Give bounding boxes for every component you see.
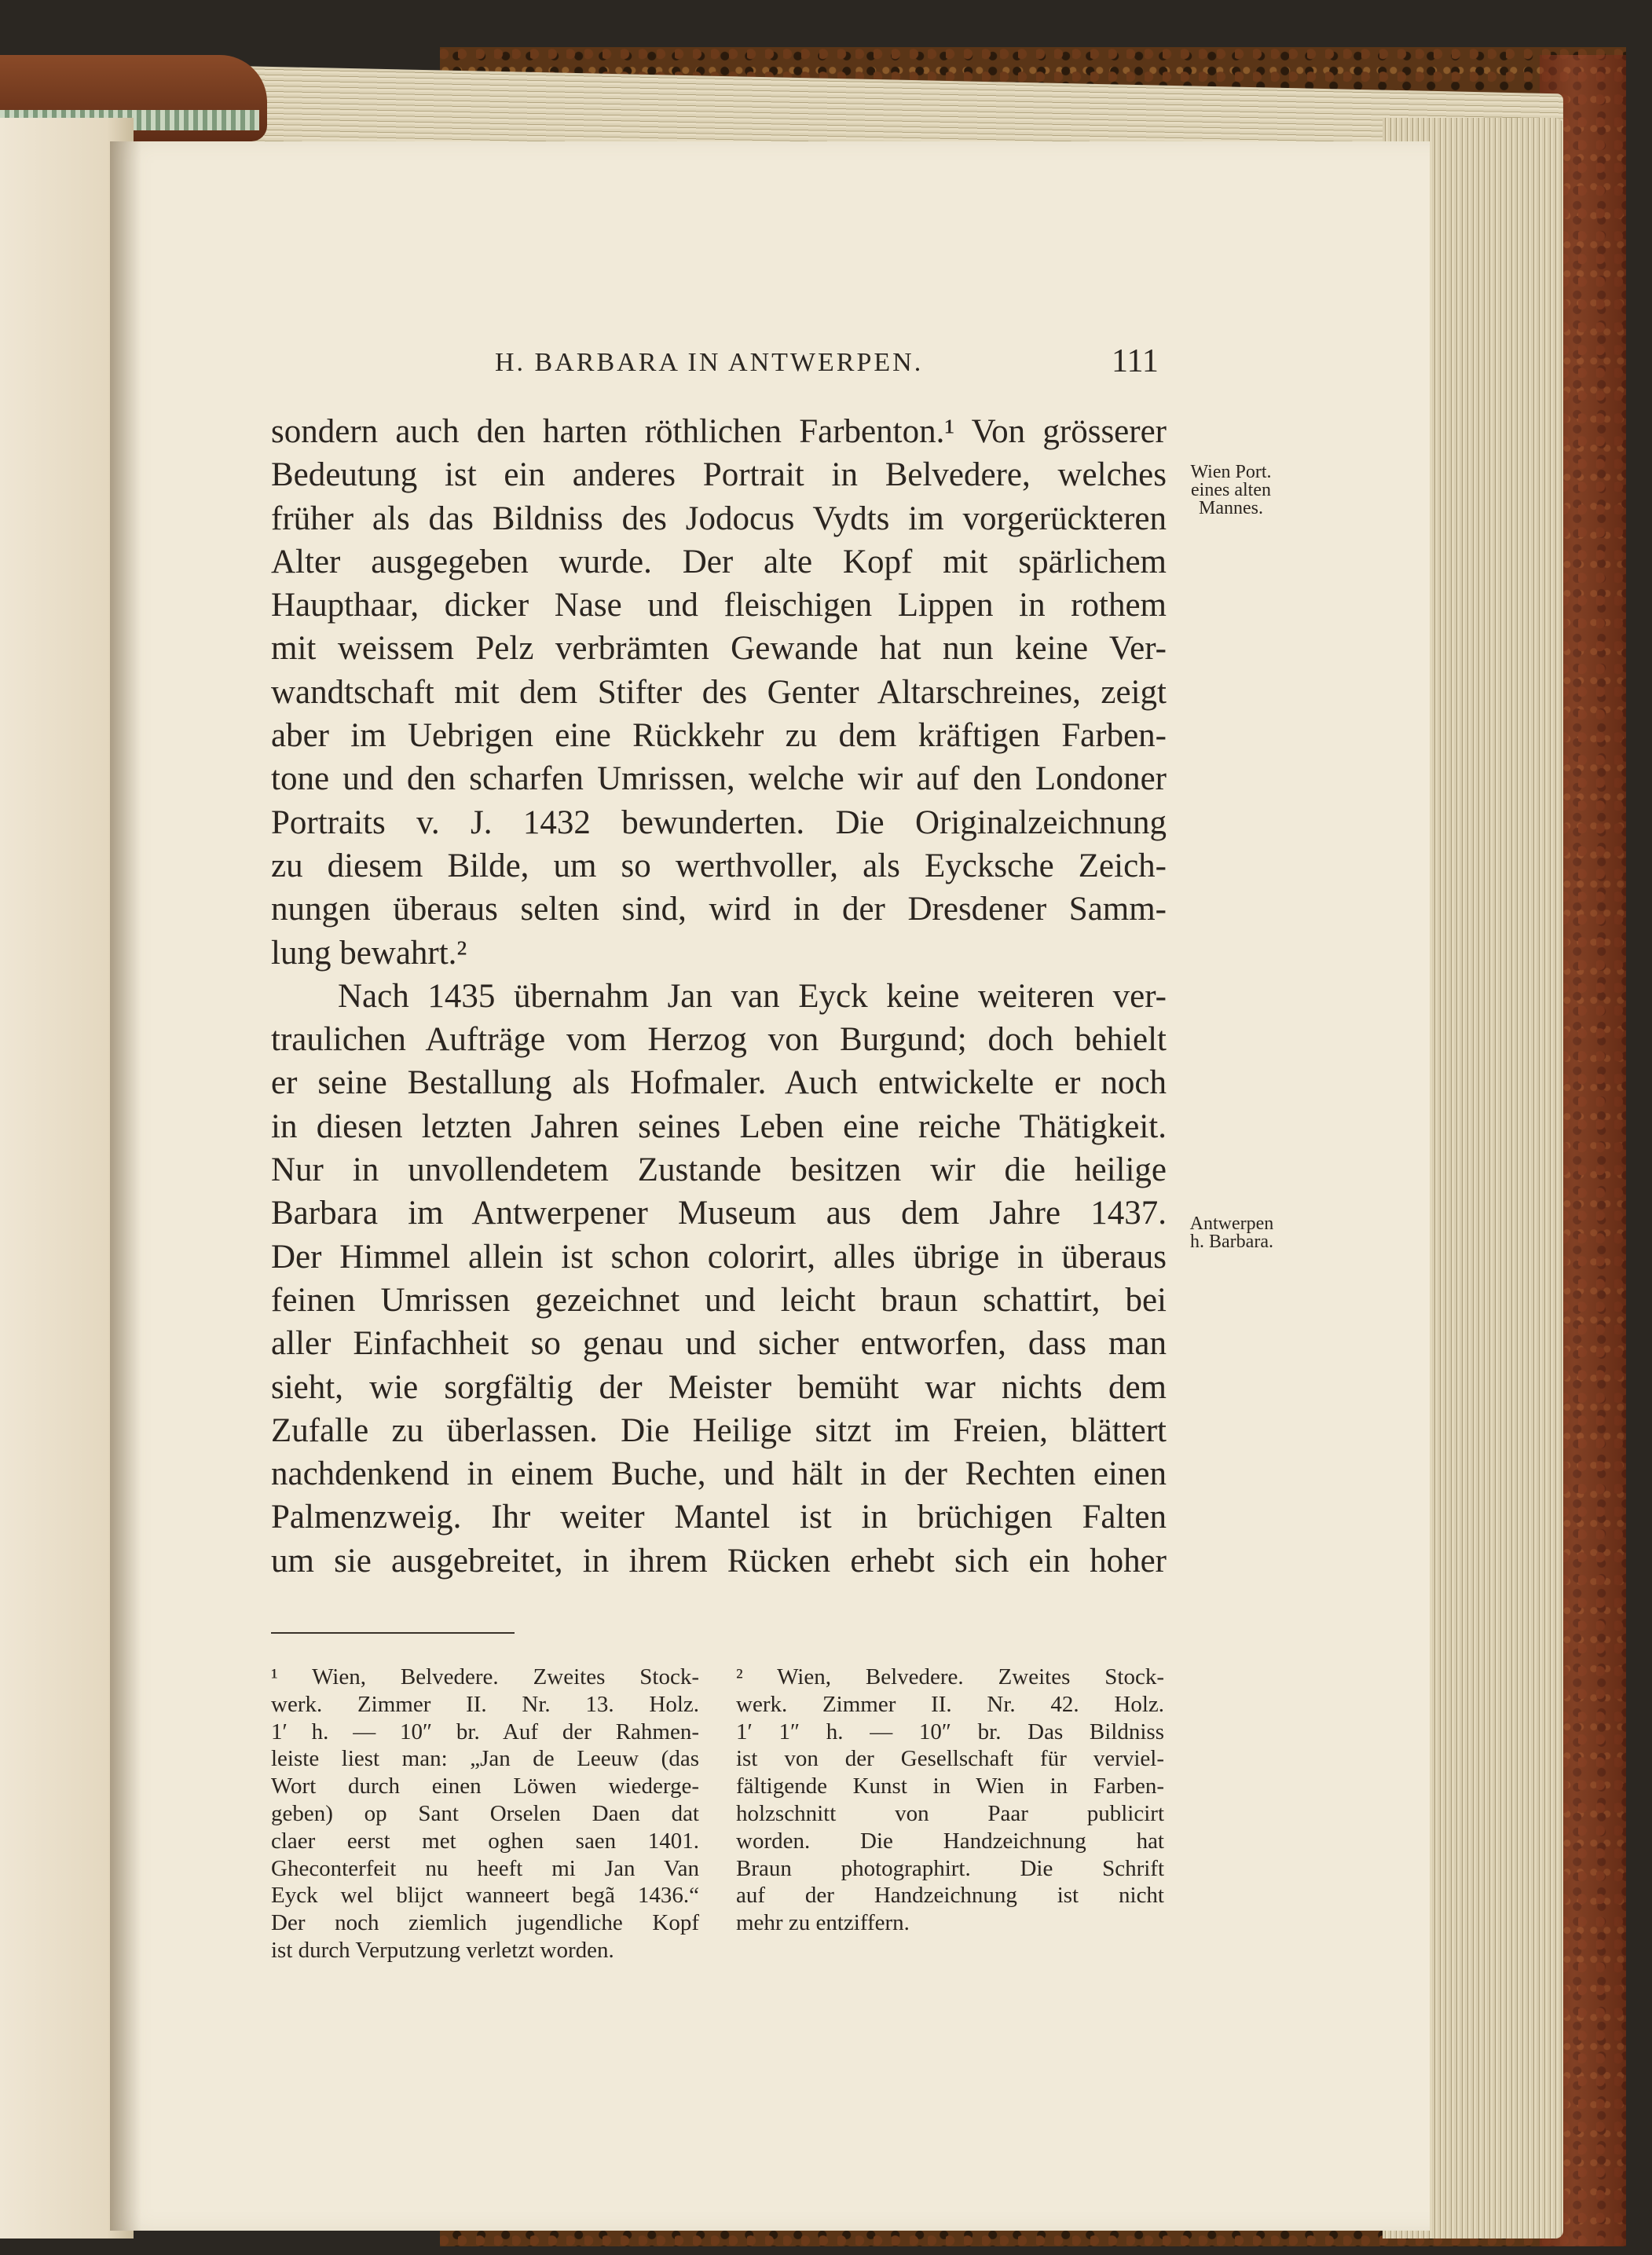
text-line: lung bewahrt.²: [271, 934, 467, 972]
text-line: nungen überaus selten sind, wird in der Dresdener Samm-: [271, 891, 1167, 928]
footnote-line: Der noch ziemlich jugendliche Kopf: [271, 1910, 699, 1936]
margin-note-line: Wien Port.: [1190, 462, 1272, 482]
text-line: Zufalle zu überlassen. Die Heilige sitzt im Freien, blättert: [271, 1411, 1167, 1449]
footnote-line: Braun photographirt. Die Schrift: [736, 1855, 1164, 1881]
text-line: feinen Umrissen gezeichnet und leicht braun schattirt, bei: [271, 1281, 1167, 1319]
text-line: aller Einfachheit so genau und sicher entworfen, dass man: [271, 1325, 1167, 1363]
text-line: Alter ausgegeben wurde. Der alte Kopf mit spärlichem: [271, 543, 1167, 580]
text-line: Der Himmel allein ist schon colorirt, alles übrige in überaus: [271, 1238, 1167, 1276]
text-line: Palmenzweig. Ihr weiter Mantel ist in brüchigen Falten: [271, 1499, 1167, 1536]
text-line: Nach 1435 übernahm Jan van Eyck keine weiteren ver-: [338, 977, 1167, 1015]
text-line: Portraits v. J. 1432 bewunderten. Die Originalzeichnung: [271, 804, 1167, 841]
footnote-1: [271, 1664, 699, 1964]
footnote-line: Wort durch einen Löwen wiederge-: [271, 1774, 699, 1799]
text-line: in diesen letzten Jahren seines Leben eine reiche Thätigkeit.: [271, 1107, 1167, 1145]
text-line: Nur in unvollendetem Zustande besitzen wir die heilige: [271, 1151, 1167, 1189]
text-line: Barbara im Antwerpener Museum aus dem Jahre 1437.: [271, 1195, 1167, 1232]
footnote-line: leiste liest man: „Jan de Leeuw (das: [271, 1746, 699, 1772]
text-line: nachdenkend in einem Buche, und hält in der Rechten einen: [271, 1455, 1167, 1493]
footnote-line: ¹ Wien, Belvedere. Zweites Stock-: [271, 1664, 699, 1689]
footnote-line: fältigende Kunst in Wien in Farben-: [736, 1774, 1164, 1799]
footnote-line: werk. Zimmer II. Nr. 13. Holz.: [271, 1691, 699, 1717]
text-line: früher als das Bildniss des Jodocus Vydts im vorgerückteren: [271, 500, 1167, 537]
margin-note-line: Mannes.: [1199, 498, 1263, 518]
footnote-line: werk. Zimmer II. Nr. 42. Holz.: [736, 1691, 1164, 1717]
footnote-line: ist von der Gesellschaft für verviel-: [736, 1746, 1164, 1772]
text-line: tone und den scharfen Umrissen, welche wir auf den Londoner: [271, 760, 1167, 798]
footnote-line: mehr zu entziffern.: [736, 1910, 910, 1936]
text-line: Haupthaar, dicker Nase und fleischigen Lippen in rothem: [271, 587, 1167, 624]
footnote-line: auf der Handzeichnung ist nicht: [736, 1883, 1164, 1909]
running-head: H. BARBARA IN ANTWERPEN.: [495, 348, 924, 377]
margin-note-antwerpen-barbara: [1169, 1215, 1295, 1251]
text-line: er seine Bestallung als Hofmaler. Auch entwickelte er noch: [271, 1064, 1167, 1102]
page-number: 111: [1112, 343, 1159, 379]
footnote-line: Gheconterfeit nu heeft mi Jan Van: [271, 1855, 699, 1881]
text-line: Bedeutung ist ein anderes Portrait in Belvedere, welches: [271, 456, 1167, 494]
footnote-line: holzschnitt von Paar publicirt: [736, 1800, 1164, 1826]
text-line: aber im Uebrigen eine Rückkehr zu dem kräftigen Farben-: [271, 717, 1167, 755]
footnote-line: geben) op Sant Orselen Daen dat: [271, 1800, 699, 1826]
text-line: zu diesem Bilde, um so werthvoller, als Eycksche Zeich-: [271, 847, 1167, 884]
margin-note-wien-portrait: [1172, 463, 1290, 518]
margin-note-line: eines alten: [1191, 480, 1271, 500]
footnote-line: 1′ h. — 10″ br. Auf der Rahmen-: [271, 1719, 699, 1744]
footnote-line: claer eerst met oghen saen 1401.: [271, 1828, 699, 1854]
footnote-rule: [271, 1632, 515, 1634]
footnote-line: ² Wien, Belvedere. Zweites Stock-: [736, 1664, 1164, 1689]
text-line: um sie ausgebreitet, in ihrem Rücken erhebt sich ein hoher: [271, 1542, 1167, 1580]
footnote-2: [736, 1664, 1164, 1937]
margin-note-line: Antwerpen: [1189, 1214, 1274, 1234]
footnote-line: ist durch Verputzung verletzt worden.: [271, 1937, 614, 1963]
text-line: mit weissem Pelz verbrämten Gewande hat nun keine Ver-: [271, 630, 1167, 668]
text-line: sondern auch den harten röthlichen Farbenton.¹ Von grösserer: [271, 413, 1167, 450]
footnote-line: Eyck wel blijct wanneert begã 1436.“: [271, 1883, 699, 1909]
footnote-line: worden. Die Handzeichnung hat: [736, 1828, 1164, 1854]
text-line: traulichen Aufträge vom Herzog von Burgund; doch behielt: [271, 1021, 1167, 1059]
footnote-line: 1′ 1″ h. — 10″ br. Das Bildniss: [736, 1719, 1164, 1744]
text-line: wandtschaft mit dem Stifter des Genter Altarschreines, zeigt: [271, 673, 1167, 711]
margin-note-line: h. Barbara.: [1190, 1232, 1273, 1252]
gutter-shadow: [110, 141, 141, 2231]
body-text: [271, 410, 1167, 1583]
text-line: sieht, wie sorgfältig der Meister bemüht war nichts dem: [271, 1368, 1167, 1406]
